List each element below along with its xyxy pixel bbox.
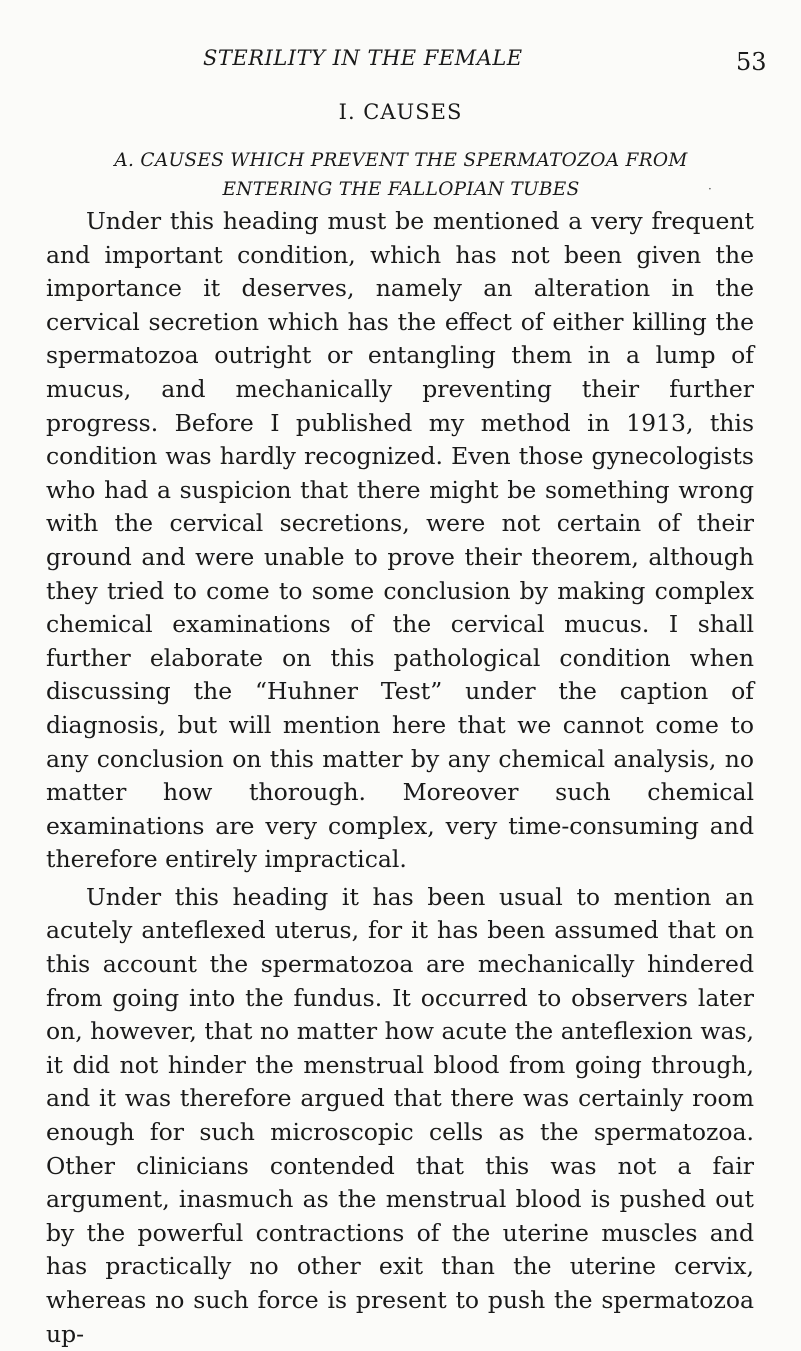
paragraph-2: Under this heading it has been usual to mention an acutely anteflexed uterus, for it has been assumed that on this account the spermatozoa are mechanically hindered from going into the fundus. It occurred to observers later on, however, that no matter how acute the anteflexion was, it did not hinder the menstrual blood from going through, and it was therefore argued that there was certainly room enough for such microscopic cells as the spermatozoa. Other clinicians contended that this was not a fair argument, inasmuch as the menstrual blood is pushed out by the powerful contractions of the uterine muscles and has practically no other exit than the uterine cervix, whereas no such force is present to push the spermatozoa up- xyxy=(46,882,754,1348)
print-speck: · xyxy=(708,182,712,196)
section-title: I. CAUSES xyxy=(338,100,463,124)
running-head xyxy=(0,40,801,80)
subsection-title-line-2: ENTERING THE FALLOPIAN TUBES xyxy=(222,179,580,200)
page-number: 53 xyxy=(736,48,767,76)
running-title: STERILITY IN THE FEMALE xyxy=(203,46,523,70)
subsection-title-line-1: A. CAUSES WHICH PREVENT THE SPERMATOZOA FROM xyxy=(114,150,688,171)
paragraph-1: Under this heading must be mentioned a very frequent and important condition, which has not been given the importance it deserves, namely an alteration in the cervical secretion which has the effect of either killing the spermatozoa outright or entangling them in a lump of mucus, and mechanically preventing their further progress. Before I published my method in 1913, this condition was hardly recognized. Even those gynecologists who had a suspicion that there might be something wrong with the cervical secretions, were not certain of their ground and were unable to prove their theorem, although they tried to come to some conclusion by making complex chemical examinations of the cervical mucus. I shall further elaborate on this pathological condition when discussing the “Huhner Test” under the caption of diagnosis, but will mention here that we cannot come to any conclusion on this matter by any chemical analysis, no matter how thorough. Moreover such chemical examinations are very complex, very time-consuming and therefore entirely impractical. xyxy=(46,207,754,874)
subsection-title xyxy=(46,146,756,204)
body-text xyxy=(46,205,754,1351)
